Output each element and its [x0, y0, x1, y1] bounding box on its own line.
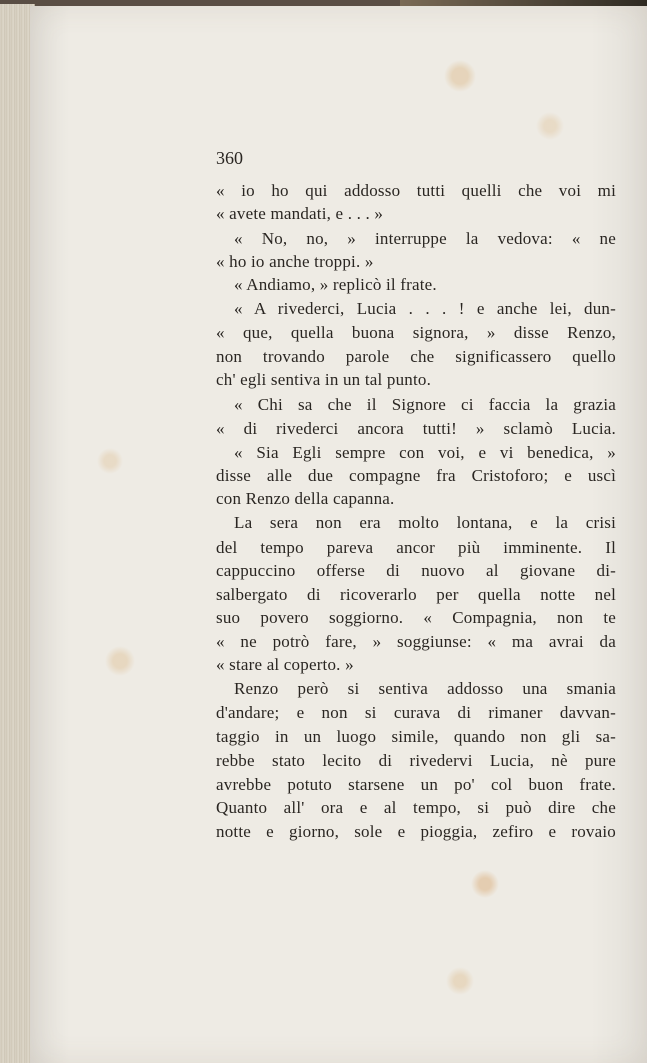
- text-line: taggio in un luogo simile, quando non gli sa-: [216, 727, 616, 746]
- text-line: rebbe stato lecito di rivedervi Lucia, nè pure: [216, 751, 616, 770]
- text-line: Quanto all' ora e al tempo, si può dire che: [216, 798, 616, 817]
- text-line: « Sia Egli sempre con voi, e vi benedica, »: [234, 443, 616, 462]
- text-line: « ho io anche troppi. »: [216, 252, 374, 271]
- text-line: con Renzo della capanna.: [216, 489, 395, 508]
- text-line: « que, quella buona signora, » disse Renzo,: [216, 323, 616, 342]
- text-line: notte e giorno, sole e pioggia, zefiro e rovaio: [216, 822, 616, 841]
- text-line: « io ho qui addosso tutti quelli che voi mi: [216, 181, 616, 200]
- text-line: « Andiamo, » replicò il frate.: [234, 275, 437, 294]
- text-line: non trovando parole che significassero quello: [216, 347, 616, 366]
- text-line: « Chi sa che il Signore ci faccia la grazia: [234, 395, 616, 414]
- text-line: La sera non era molto lontana, e la crisi: [234, 513, 616, 532]
- book-page: [30, 6, 647, 1063]
- text-line: « avete mandati, e . . . »: [216, 204, 384, 223]
- text-line: cappuccino offerse di nuovo al giovane di-: [216, 561, 616, 580]
- text-line: d'andare; e non si curava di rimaner davvan-: [216, 703, 616, 722]
- text-line: salbergato di ricoverarlo per quella notte nel: [216, 585, 616, 604]
- text-line: avrebbe potuto starsene un po' col buon frate.: [216, 775, 616, 794]
- page-number: 360: [216, 148, 243, 168]
- text-line: ch' egli sentiva in un tal punto.: [216, 370, 432, 389]
- text-line: « A rivederci, Lucia . . . ! e anche lei, dun-: [234, 299, 616, 318]
- text-line: Renzo però si sentiva addosso una smania: [234, 679, 616, 698]
- text-line: « No, no, » interruppe la vedova: « ne: [234, 229, 616, 248]
- text-line: « di rivederci ancora tutti! » sclamò Lucia.: [216, 419, 616, 438]
- text-line: disse alle due compagne fra Cristoforo; e uscì: [216, 466, 616, 485]
- text-line: « stare al coperto. »: [216, 655, 354, 674]
- text-line: « ne potrò fare, » soggiunse: « ma avrai da: [216, 632, 616, 651]
- text-line: suo povero soggiorno. « Compagnia, non te: [216, 608, 616, 627]
- text-line: del tempo pareva ancor più imminente. Il: [216, 538, 616, 557]
